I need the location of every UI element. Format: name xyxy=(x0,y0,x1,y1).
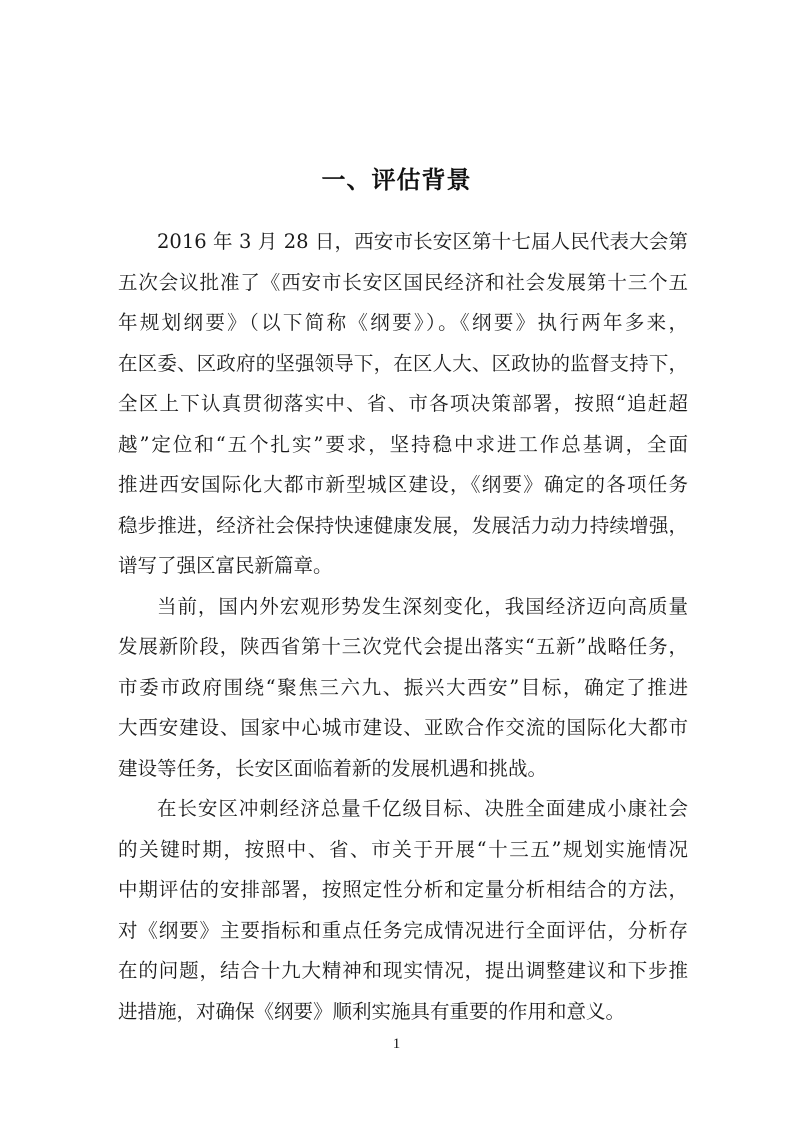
text-line: 市委市政府围绕“聚焦三六九、振兴大西安”目标，确定了推进 xyxy=(118,675,688,699)
text-line: 2016 年 3 月 28 日，西安市长安区第十七届人民代表大会第 xyxy=(157,230,688,253)
text-line: 全区上下认真贯彻落实中、省、市各项决策部署，按照“追赶超 xyxy=(118,392,688,415)
text-line: 对《纲要》主要指标和重点任务完成情况进行全面评估，分析存 xyxy=(118,918,688,942)
text-line: 进措施，对确保《纲要》顺利实施具有重要的作用和意义。 xyxy=(118,999,626,1023)
text-line: 当前，国内外宏观形势发生深刻变化，我国经济迈向高质量 xyxy=(157,594,688,618)
text-line: 中期评估的安排部署，按照定性分析和定量分析相结合的方法， xyxy=(118,878,688,901)
text-line: 发展新阶段，陕西省第十三次党代会提出落实“五新”战略任务， xyxy=(118,635,688,658)
text-line: 在的问题，结合十九大精神和现实情况，提出调整建议和下步推 xyxy=(118,959,688,982)
text-line: 五次会议批准了《西安市长安区国民经济和社会发展第十三个五 xyxy=(118,270,688,294)
text-line: 的关键时期，按照中、省、市关于开展“十三五”规划实施情况 xyxy=(118,837,688,861)
text-line: 年规划纲要》（以下简称《纲要》）。《纲要》执行两年多来， xyxy=(118,311,688,334)
text-line: 大西安建设、国家中心城市建设、亚欧合作交流的国际化大都市 xyxy=(118,716,688,739)
text-line: 越”定位和“五个扎实”要求，坚持稳中求进工作总基调，全面 xyxy=(118,432,688,456)
text-line: 推进西安国际化大都市新型城区建设，《纲要》确定的各项任务 xyxy=(118,473,688,496)
text-line: 在长安区冲刺经济总量千亿级目标、决胜全面建成小康社会 xyxy=(157,797,688,820)
paragraph-1 xyxy=(118,222,688,587)
text-line: 谱写了强区富民新篇章。 xyxy=(118,554,333,577)
text-line: 稳步推进，经济社会保持快速健康发展，发展活力动力持续增强， xyxy=(118,513,688,537)
text-line: 在区委、区政府的坚强领导下，在区人大、区政协的监督支持下， xyxy=(118,351,688,375)
paragraph-3 xyxy=(118,789,688,1032)
text-line: 建设等任务，长安区面临着新的发展机遇和挑战。 xyxy=(118,756,548,780)
body-text xyxy=(118,222,688,1032)
page-number: 1 xyxy=(392,1036,401,1052)
section-heading: 一、评估背景 xyxy=(321,166,472,194)
paragraph-2 xyxy=(118,587,688,790)
